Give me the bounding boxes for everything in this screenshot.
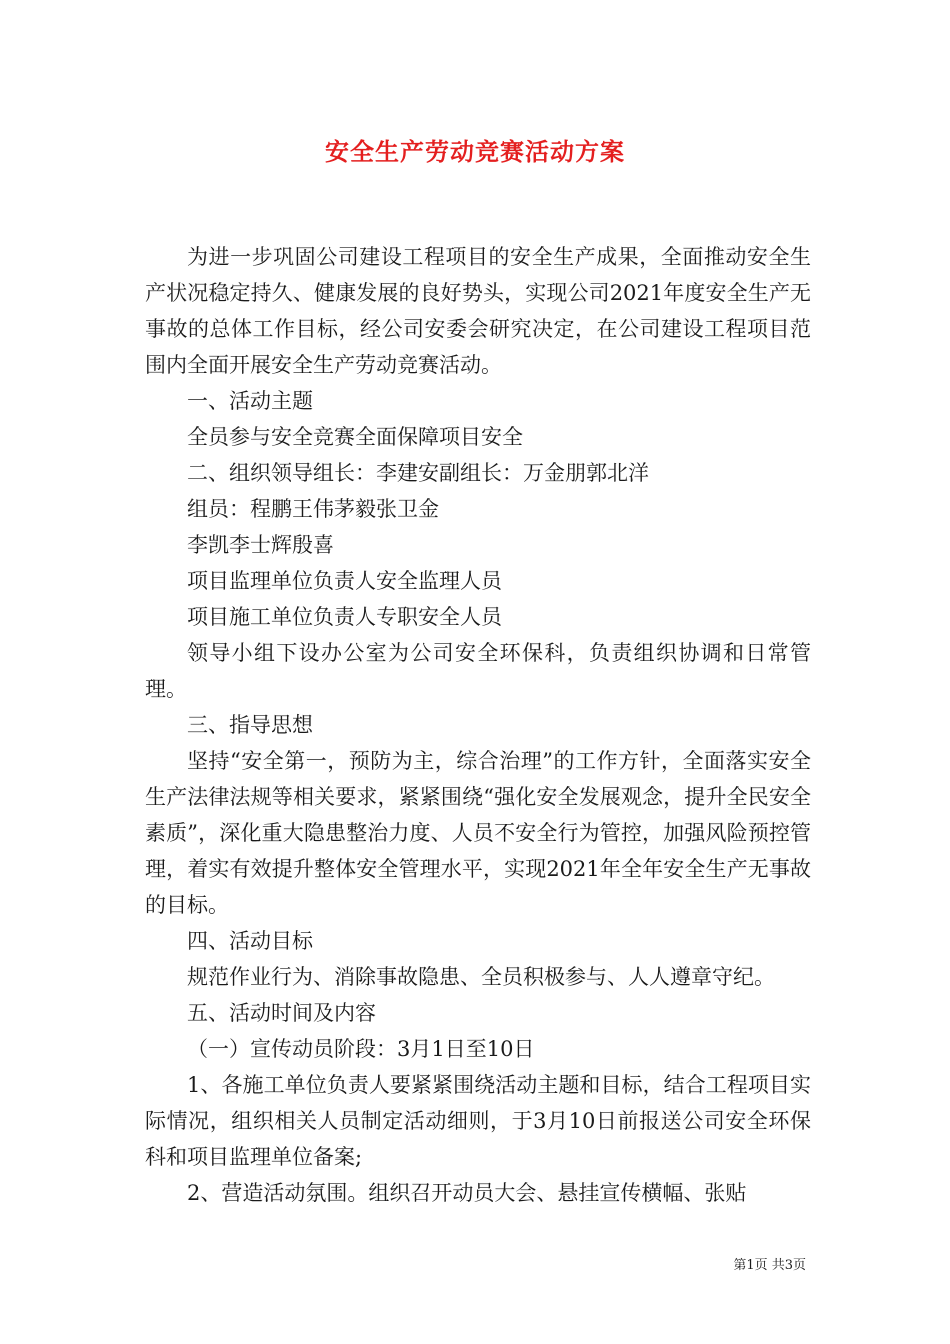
intro-paragraph: 为进一步巩固公司建设工程项目的安全生产成果，全面推动安全生产状况稳定持久、健康发展的良好势头，实现公司2021年度安全生产无事故的总体工作目标，经公司安委会研究决定，在公司建设工程项目范围内全面开展安全生产劳动竞赛活动。	[145, 245, 811, 377]
document-title: 安全生产劳动竞赛活动方案	[325, 137, 625, 166]
goals-text: 规范作业行为、消除事故隐患、全员积极参与、人人遵章守纪。	[187, 965, 775, 989]
item-two-paragraph: 2、营造活动氛围。组织召开动员大会、悬挂宣传横幅、张贴	[187, 1181, 747, 1205]
item-one-paragraph: 1、各施工单位负责人要紧紧围绕活动主题和目标，结合工程项目实际情况，组织相关人员制定活动细则，于3月10日前报送公司安全环保科和项目监理单位备案;	[145, 1073, 811, 1169]
members-line-4: 项目施工单位负责人专职安全人员	[187, 605, 502, 629]
section-heading-schedule: 五、活动时间及内容	[187, 1001, 376, 1025]
section-heading-goals: 四、活动目标	[187, 929, 313, 953]
guidance-paragraph: 坚持“安全第一，预防为主，综合治理”的工作方针，全面落实安全生产法律法规等相关要求，紧紧围绕“强化安全发展观念，提升全民安全素质”，深化重大隐患整治力度、人员不安全行为管控，加强风险预控管理，着实有效提升整体安全管理水平，实现2021年全年安全生产无事故的目标。	[145, 749, 811, 917]
members-line-2: 李凯李士辉殷喜	[187, 533, 334, 557]
document-body	[145, 239, 811, 1211]
office-paragraph: 领导小组下设办公室为公司安全环保科，负责组织协调和日常管理。	[145, 641, 811, 701]
section-heading-guidance: 三、指导思想	[187, 713, 313, 737]
section-heading-theme: 一、活动主题	[187, 389, 313, 413]
page-number-footer: 第1页 共3页	[733, 1258, 806, 1273]
theme-text: 全员参与安全竞赛全面保障项目安全	[187, 425, 523, 449]
phase-one-heading: （一）宣传动员阶段：3月1日至10日	[187, 1037, 535, 1061]
members-line-1: 组员：程鹏王伟茅毅张卫金	[187, 497, 439, 521]
section-heading-leadership: 二、组织领导组长：李建安副组长：万金朋郭北洋	[187, 461, 649, 485]
members-line-3: 项目监理单位负责人安全监理人员	[187, 569, 502, 593]
